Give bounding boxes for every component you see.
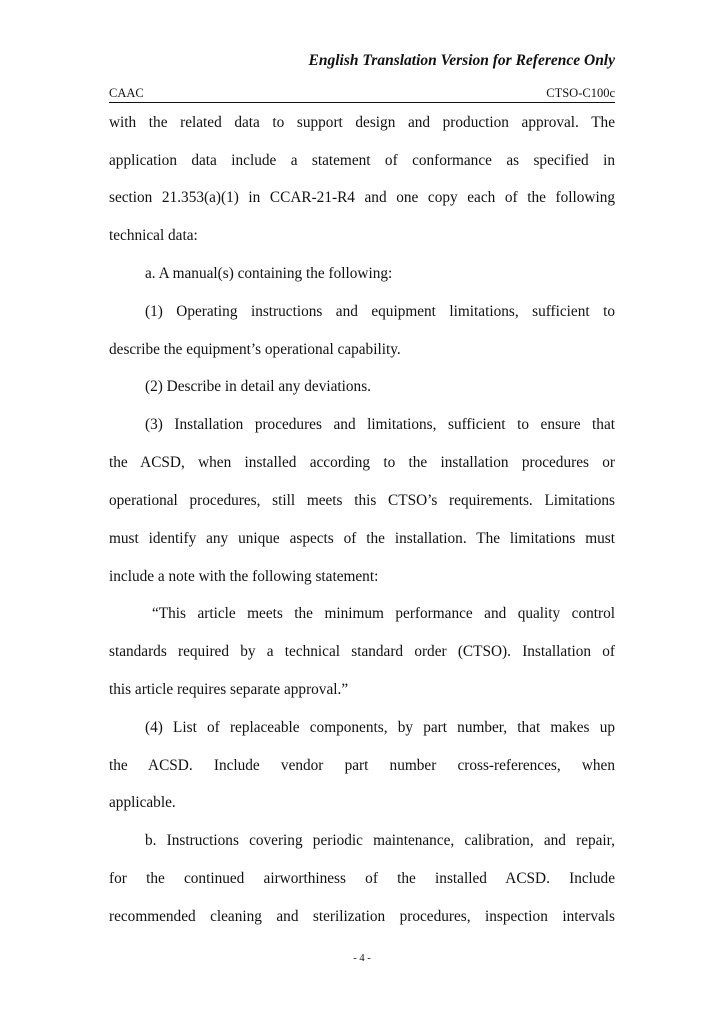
body-line: section 21.353(a)(1) in CCAR-21-R4 and one copy each of the following — [109, 189, 615, 206]
header-authority: CAAC — [109, 86, 144, 100]
body-line: with the related data to support design and production approval. The — [109, 114, 615, 131]
running-header — [109, 86, 615, 103]
header-document-id: CTSO-C100c — [546, 86, 615, 100]
body-line: application data include a statement of conformance as specified in — [109, 152, 615, 169]
body-line: the ACSD. Include vendor part number cross-references, when — [109, 757, 615, 774]
body-line: (4) List of replaceable components, by part number, that makes up — [145, 719, 615, 736]
body-line: include a note with the following statement: — [109, 568, 379, 585]
body-line: describe the equipment’s operational capability. — [109, 341, 401, 358]
body-line: standards required by a technical standard order (CTSO). Installation of — [109, 643, 615, 660]
body-line: (3) Installation procedures and limitations, sufficient to ensure that — [145, 416, 615, 433]
body-line: for the continued airworthiness of the installed ACSD. Include — [109, 870, 615, 887]
body-line: the ACSD, when installed according to the installation procedures or — [109, 454, 615, 471]
body-line: this article requires separate approval.” — [109, 681, 349, 698]
body-line: must identify any unique aspects of the installation. The limitations must — [109, 530, 615, 547]
body-line: recommended cleaning and sterilization procedures, inspection intervals — [109, 908, 615, 925]
translation-banner: English Translation Version for Reference Only — [308, 52, 615, 69]
page-number: - 4 - — [353, 953, 371, 964]
body-line: “This article meets the minimum performance and quality control — [152, 605, 615, 622]
body-line: b. Instructions covering periodic maintenance, calibration, and repair, — [145, 832, 615, 849]
body-line: (1) Operating instructions and equipment limitations, sufficient to — [145, 303, 615, 320]
body-line: applicable. — [109, 794, 176, 811]
body-line: technical data: — [109, 227, 198, 244]
body-line: (2) Describe in detail any deviations. — [145, 378, 371, 395]
body-line: a. A manual(s) containing the following: — [145, 265, 393, 282]
body-line: operational procedures, still meets this CTSO’s requirements. Limitations — [109, 492, 615, 509]
